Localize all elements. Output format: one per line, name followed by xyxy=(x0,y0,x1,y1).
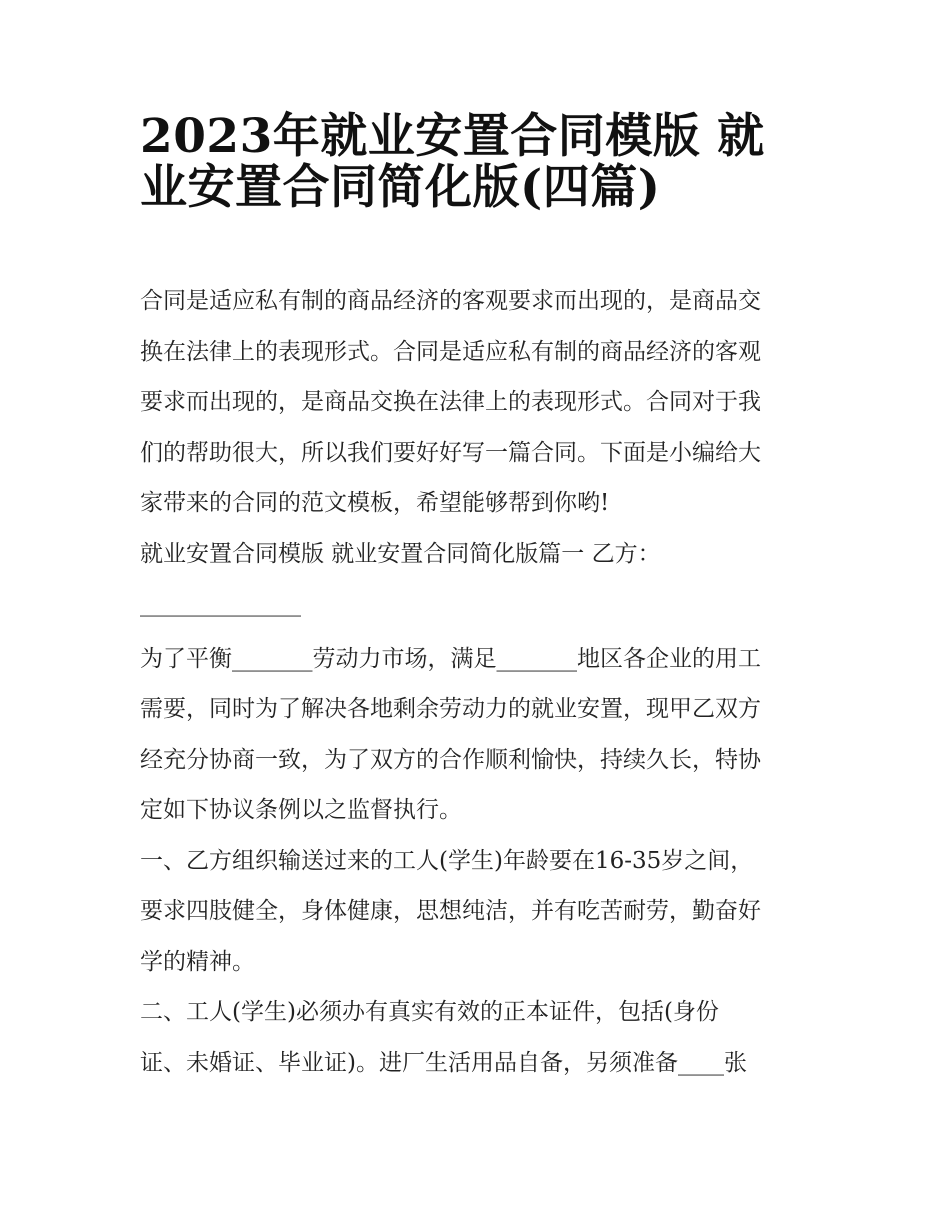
document-body xyxy=(140,276,830,1088)
intro-line: 家带来的合同的范文模板，希望能够帮到你哟! xyxy=(140,490,610,516)
clause-1-line: 学的精神。 xyxy=(140,948,255,975)
purpose-line: 经充分协商一致，为了双方的合作顺利愉快，持续久长，特协 xyxy=(140,746,761,773)
intro-line: 换在法律上的表现形式。合同是适应私有制的商品经济的客观 xyxy=(140,338,761,365)
purpose-line: 为了平衡_______劳动力市场，满足_______地区各企业的用工 xyxy=(140,645,761,672)
clause-2-line: 证、未婚证、毕业证)。进厂生活用品自备，另须准备____张 xyxy=(140,1049,747,1076)
clause-2 xyxy=(140,987,830,1088)
purpose-paragraph xyxy=(140,634,830,836)
title-line-1: 2023年就业安置合同模版 就 xyxy=(140,109,765,164)
title-line-2: 业安置合同简化版(四篇) xyxy=(140,159,661,215)
clause-1 xyxy=(140,836,830,988)
intro-line: 要求而出现的，是商品交换在法律上的表现形式。合同对于我 xyxy=(140,389,761,415)
document-title xyxy=(140,109,820,215)
clause-2-line: 二、工人(学生)必须办有真实有效的正本证件，包括(身份 xyxy=(140,999,719,1025)
purpose-line: 定如下协议条例以之监督执行。 xyxy=(140,797,462,823)
intro-line: 们的帮助很大，所以我们要好好写一篇合同。下面是小编给大 xyxy=(140,439,761,466)
purpose-line: 需要，同时为了解决各地剩余劳动力的就业安置，现甲乙双方 xyxy=(140,696,761,722)
section-heading xyxy=(140,529,830,630)
clause-1-line: 要求四肢健全，身体健康，思想纯洁，并有吃苦耐劳，勤奋好 xyxy=(140,898,761,924)
blank-line: ______________ xyxy=(140,591,301,617)
clause-1-line: 一、乙方组织输送过来的工人(学生)年龄要在16-35岁之间， xyxy=(140,847,754,874)
section-heading-text: 就业安置合同模版 就业安置合同简化版篇一 乙方： xyxy=(140,540,661,567)
intro-line: 合同是适应私有制的商品经济的客观要求而出现的，是商品交 xyxy=(140,288,761,314)
intro-paragraph xyxy=(140,276,830,529)
